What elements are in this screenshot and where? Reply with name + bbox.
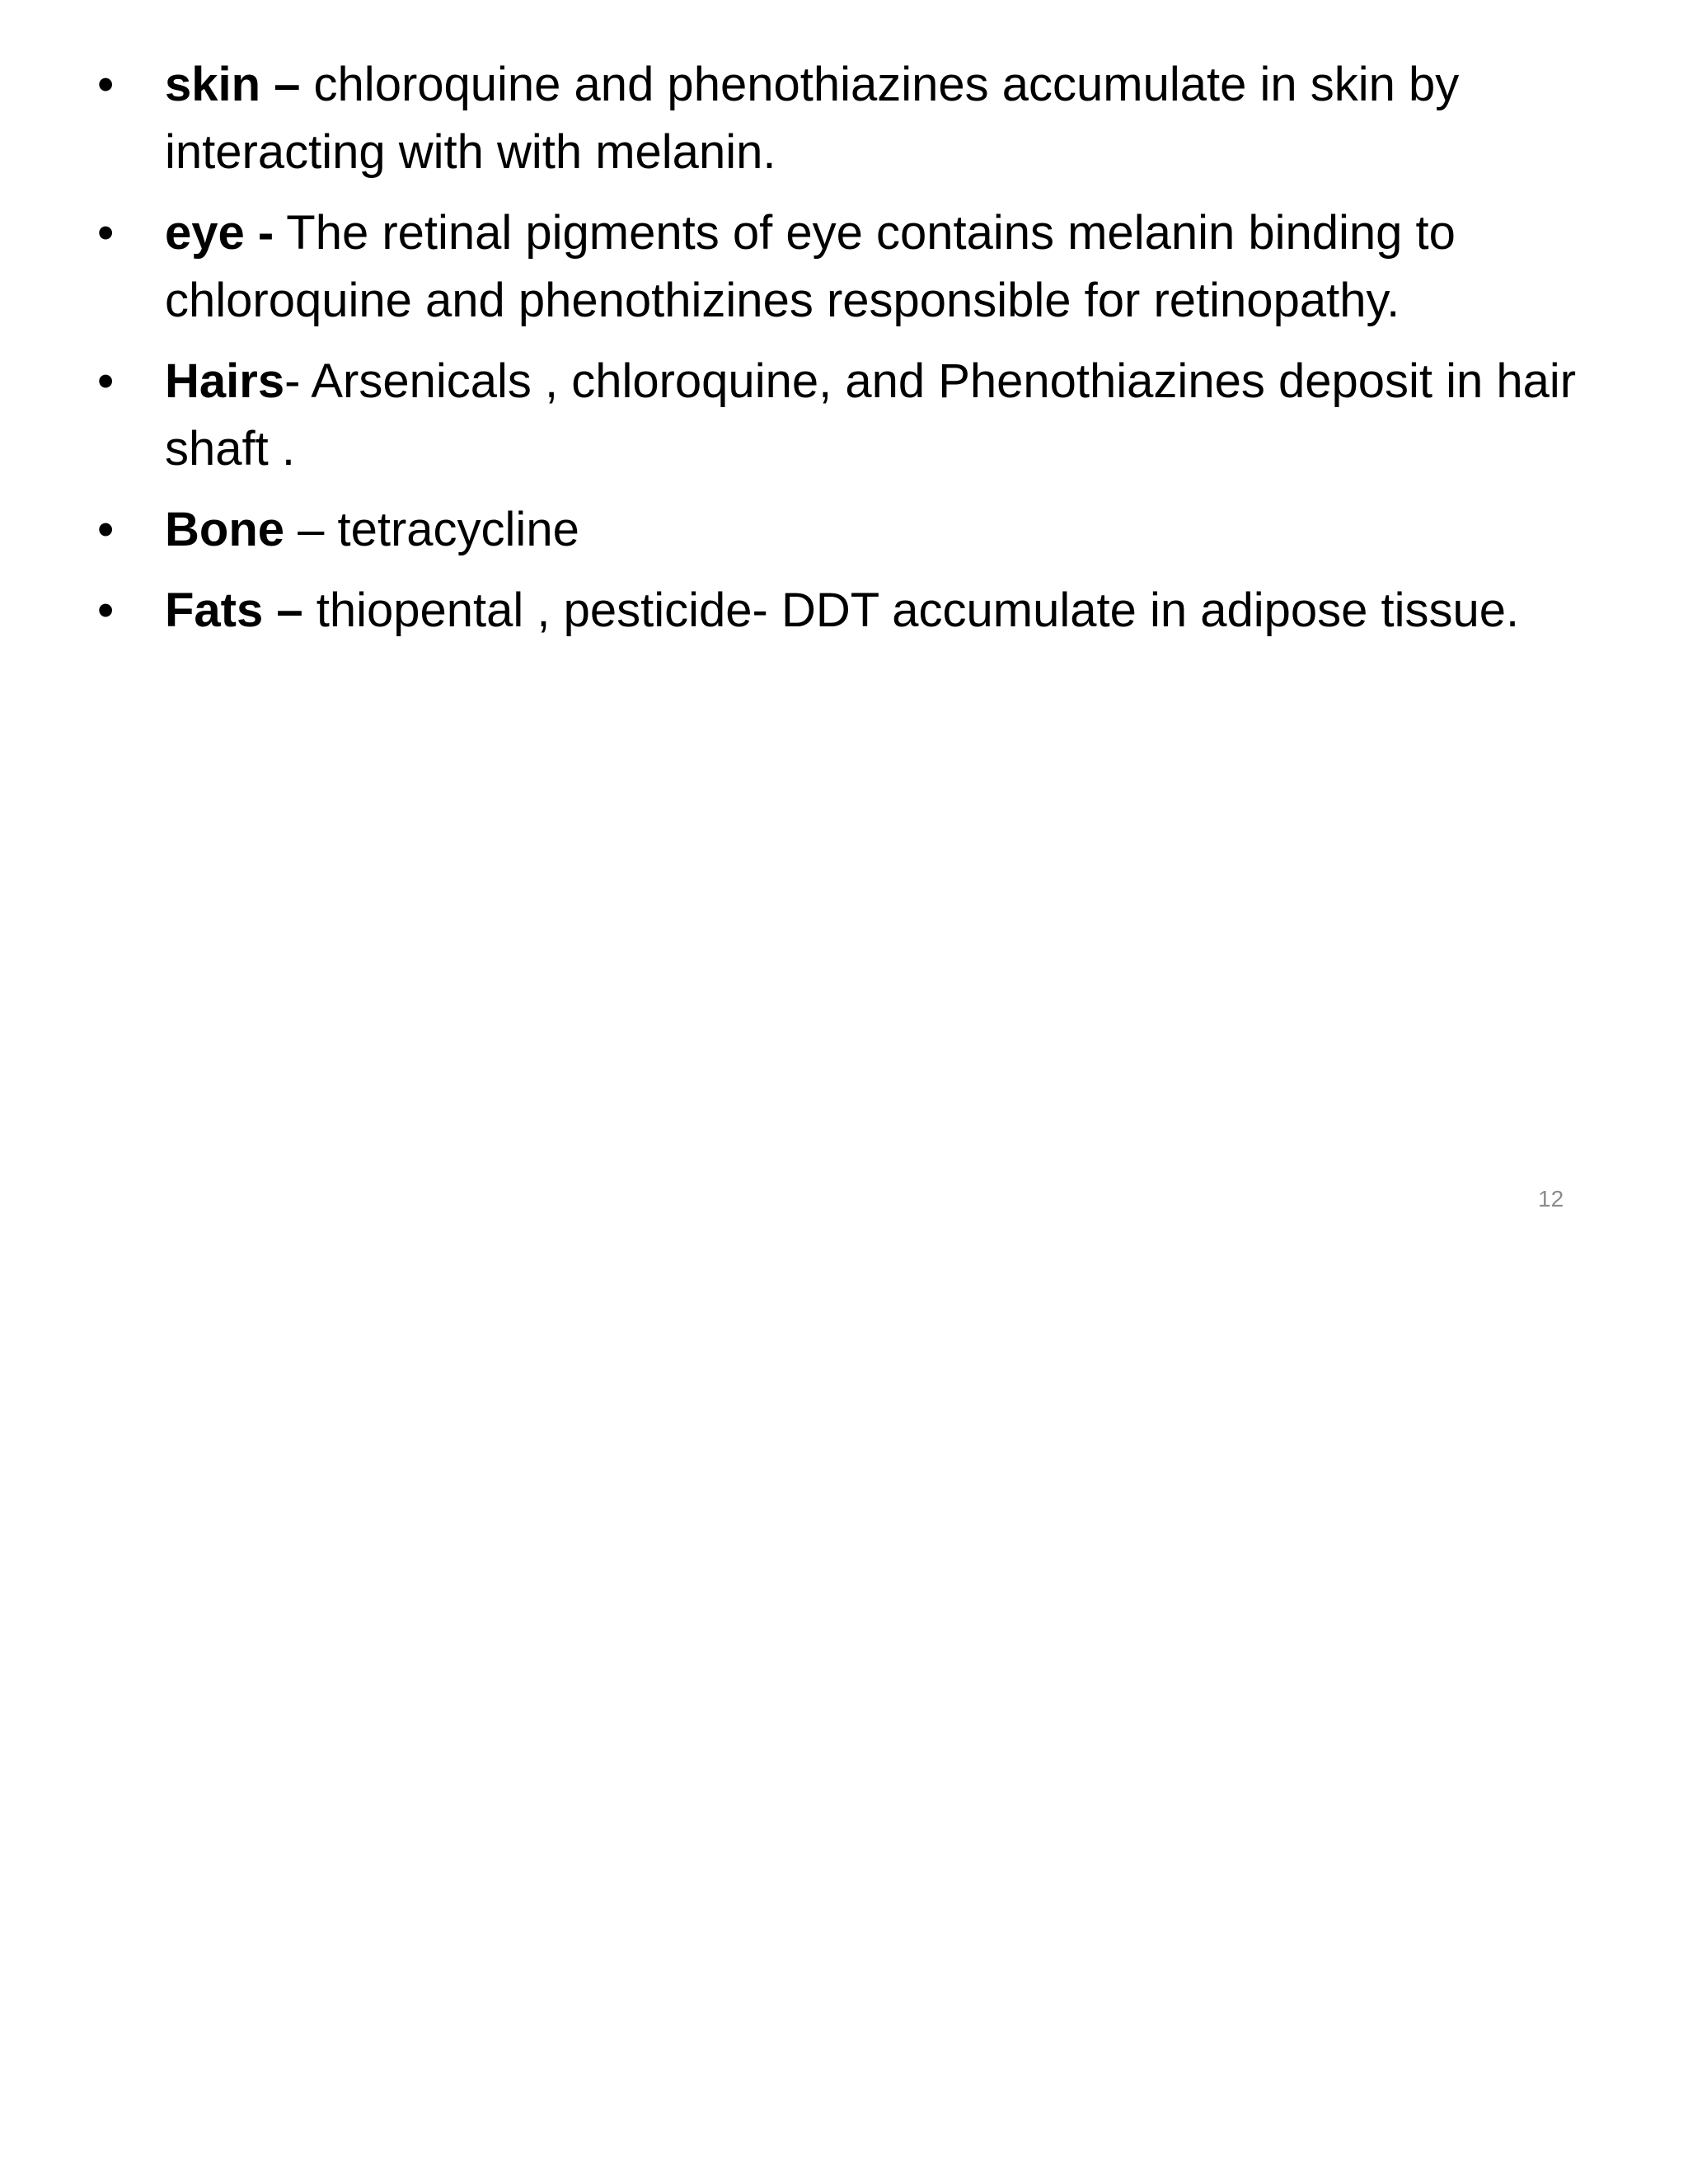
bullet-item-bone xyxy=(97,496,1597,564)
bullet-text: - Arsenicals , chloroquine, and Phenothiazines deposit in hair shaft . xyxy=(165,354,1577,476)
bullet-item-hairs xyxy=(97,348,1597,483)
bullet-item-eye xyxy=(97,199,1597,335)
bullet-term: Bone xyxy=(165,503,284,556)
page-number: 12 xyxy=(1538,1186,1564,1212)
bullet-term: Fats – xyxy=(165,583,303,637)
bullet-item-skin xyxy=(97,51,1597,186)
bullet-icon: • xyxy=(97,206,115,260)
bullet-text: The retinal pigments of eye contains melanin binding to chloroquine and phenothizines responsible for retinopathy. xyxy=(165,206,1456,327)
bullet-icon: • xyxy=(97,503,115,556)
bullet-term: Hairs xyxy=(165,354,285,408)
bullet-icon: • xyxy=(97,58,115,111)
bullet-icon: • xyxy=(97,583,115,637)
bullet-text: thiopental , pesticide- DDT accumulate in adipose tissue. xyxy=(302,583,1520,637)
bullet-term: skin – xyxy=(165,58,301,111)
bullet-icon: • xyxy=(97,354,115,408)
bullet-term: eye - xyxy=(165,206,274,260)
bullet-text: chloroquine and phenothiazines accumulate in skin by interacting with with melanin. xyxy=(165,58,1460,179)
bullet-list xyxy=(97,51,1597,658)
bullet-text: – tetracycline xyxy=(284,503,579,556)
bullet-item-fats xyxy=(97,577,1597,644)
